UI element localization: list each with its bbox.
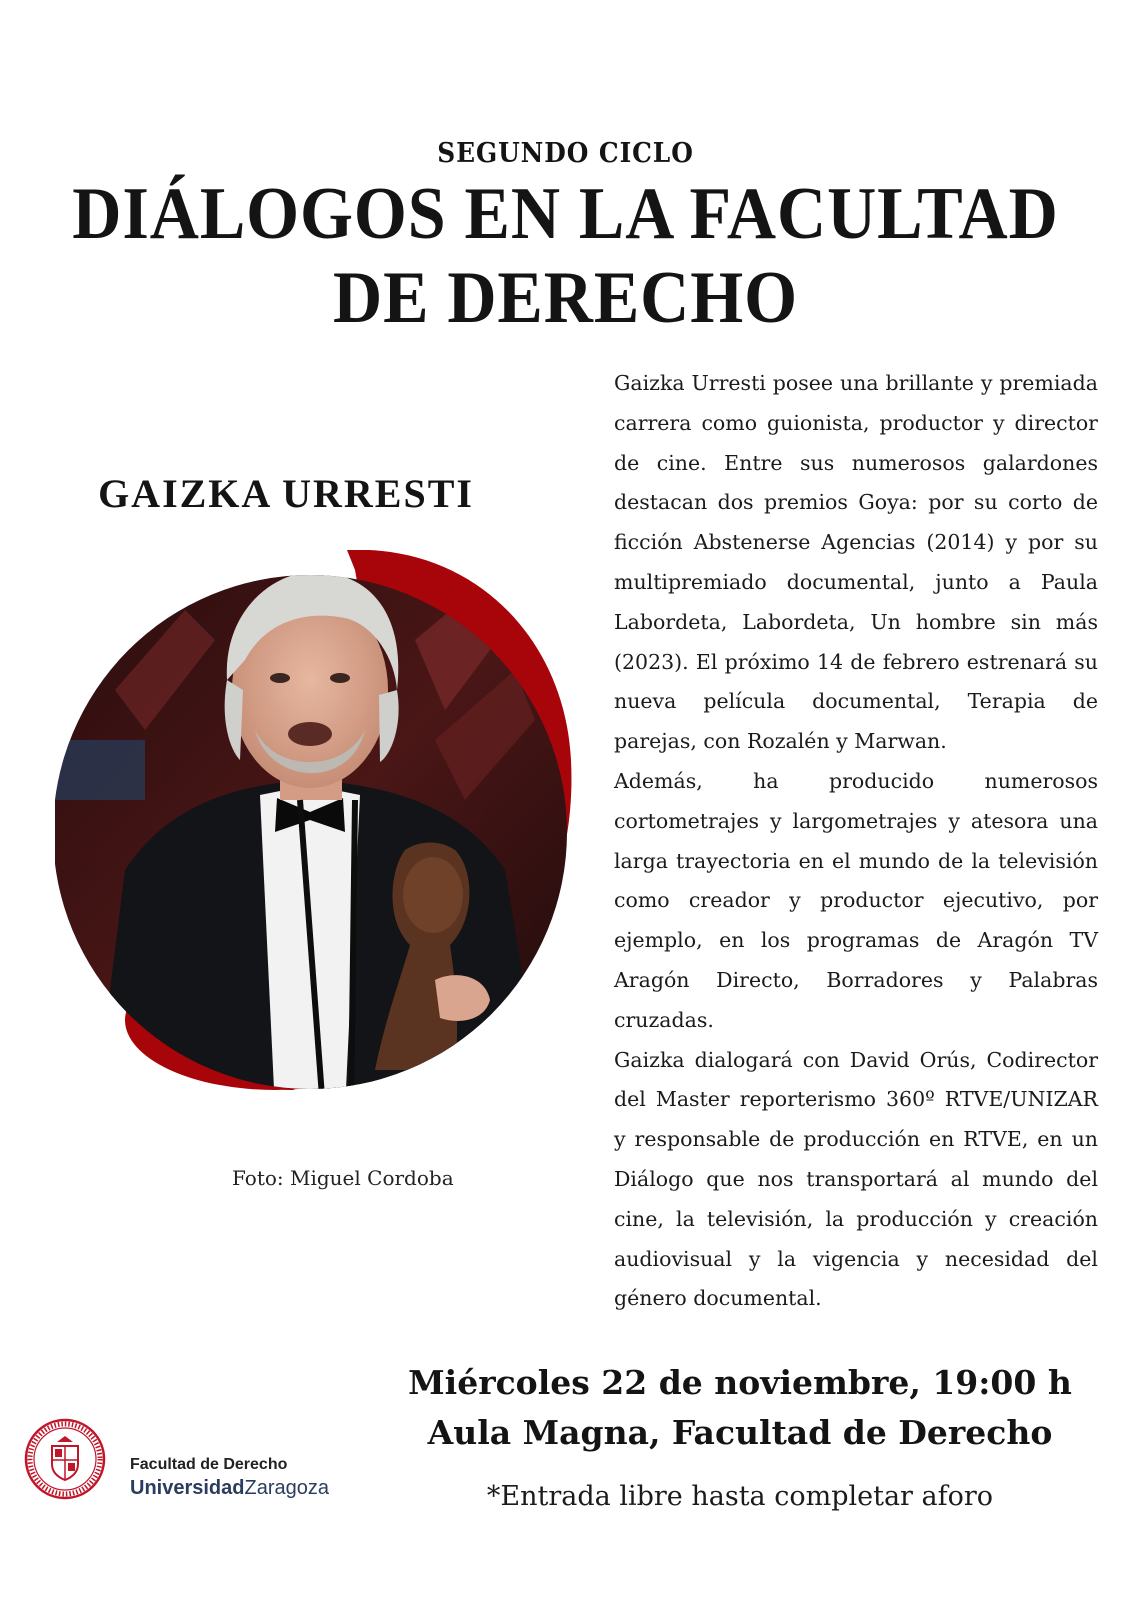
bio-paragraph-3: Gaizka dialogará con David Orús, Codirector del Master reporterismo 360º RTVE/UNIZAR y responsable de producción en RTVE, en un Diálogo que nos transportará al mundo del cine, la televisión, la producción y creación audiovisual y la vigencia y necesidad del género documental.: [614, 1047, 1098, 1311]
university-name: [130, 1477, 329, 1499]
title-line-2: DE DERECHO: [332, 257, 799, 339]
speaker-photo: [55, 550, 585, 1110]
bio-paragraph-1: Gaizka Urresti posee una brillante y premiada carrera como guionista, productor y director de cine. Entre sus numerosos galardones destacan dos premios Goya: por su corto de ficción Abstenerse Agencias (2014) y por su multipremiado documental, junto a Paula Labordeta, Labordeta, Un hombre sin más (2023). El próximo 14 de febrero estrenará su nueva película documental, Terapia de parejas, con Rozalén y Marwan.: [614, 371, 1098, 754]
speaker-name: GAIZKA URRESTI: [98, 471, 474, 516]
event-venue: Aula Magna, Facultad de Derecho: [427, 1413, 1053, 1452]
university-name-rest: Zaragoza: [244, 1477, 329, 1499]
faculty-logo-text: [130, 1456, 329, 1500]
university-seal-icon: [24, 1418, 106, 1500]
page-title: [0, 172, 1131, 340]
event-kicker: SEGUNDO CICLO: [437, 138, 694, 169]
speaker-bio: [614, 364, 1098, 1319]
event-date-time: Miércoles 22 de noviembre, 19:00 h: [408, 1363, 1072, 1402]
university-name-bold: Universidad: [130, 1477, 245, 1499]
photo-caption: Foto: Miguel Cordoba: [232, 1166, 454, 1190]
faculty-name: Facultad de Derecho: [130, 1456, 288, 1473]
bio-paragraph-2: Además, ha producido numerosos cortometrajes y largometrajes y atesora una larga trayectoria en el mundo de la televisión como creador y productor ejecutivo, por ejemplo, en los programas de Aragón TV Aragón Directo, Borradores y Palabras cruzadas.: [614, 768, 1098, 1032]
entry-note: *Entrada libre hasta completar aforo: [486, 1481, 994, 1512]
title-line-1: DIÁLOGOS EN LA FACULTAD: [72, 173, 1059, 255]
event-details: [380, 1358, 1100, 1458]
